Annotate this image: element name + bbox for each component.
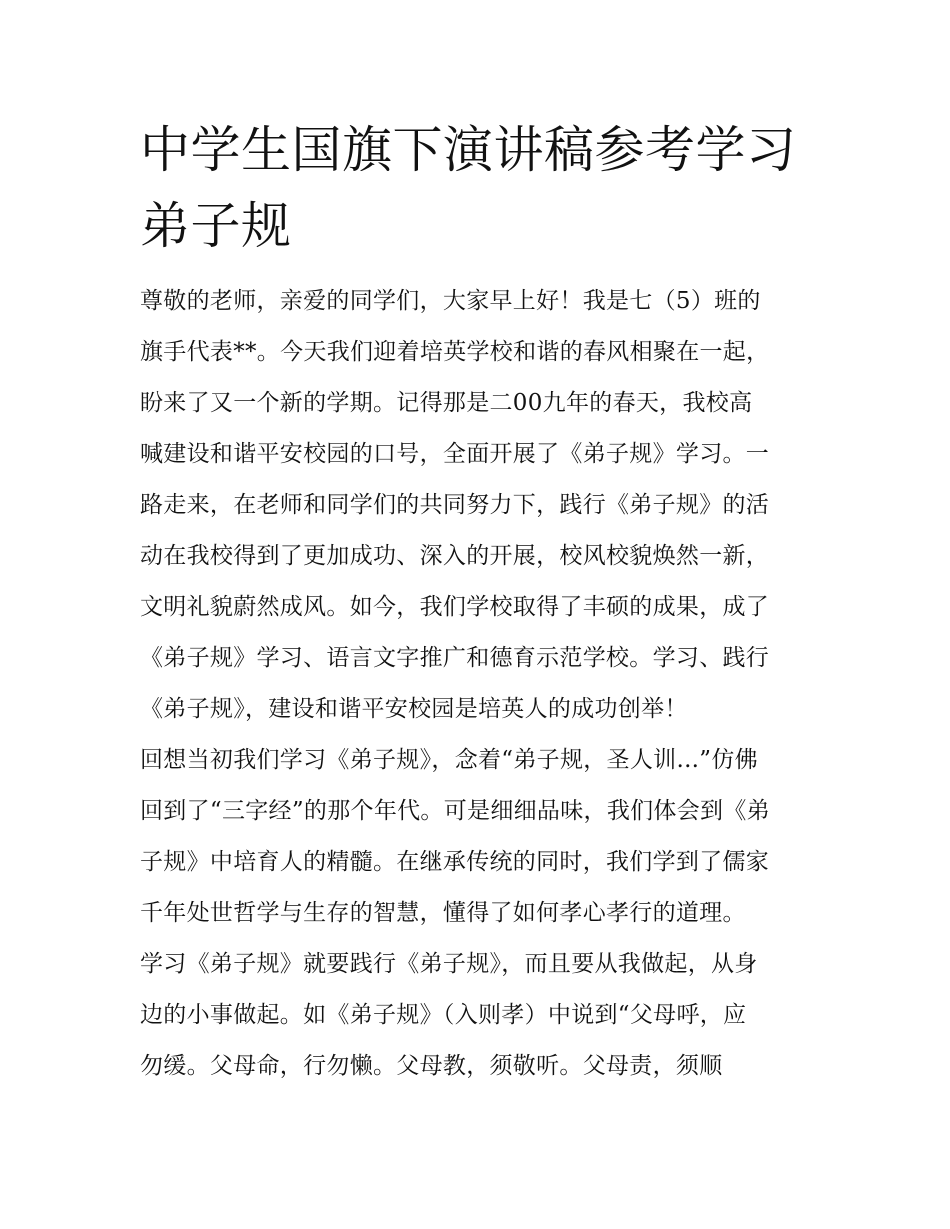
body-line-4: 喊建设和谐平安校园的口号，全面开展了《弟子规》学习。一 — [140, 441, 770, 467]
title-line-1: 中学生国旗下演讲稿参考学习 — [140, 121, 797, 179]
body-line-2: 旗手代表**。今天我们迎着培英学校和谐的春风相聚在一起， — [140, 339, 770, 365]
body-line-6: 动在我校得到了更加成功、深入的开展，校风校貌焕然一新， — [140, 543, 770, 569]
body-line-7: 文明礼貌蔚然成风。如今，我们学校取得了丰硕的成果，成了 — [140, 594, 770, 620]
body-line-15: 边的小事做起。如《弟子规》（入则孝）中说到“父母呼，应 — [140, 1002, 747, 1028]
body-line-1: 尊敬的老师，亲爱的同学们，大家早上好！我是七（5）班的 — [140, 288, 761, 314]
body-line-10: 回想当初我们学习《弟子规》，念着“弟子规，圣人训...”仿佛 — [140, 747, 758, 773]
body-line-14: 学习《弟子规》就要践行《弟子规》，而且要从我做起，从身 — [140, 951, 758, 977]
title-line-2: 弟子规 — [140, 197, 292, 255]
body-line-13: 千年处世哲学与生存的智慧，懂得了如何孝心孝行的道理。 — [140, 900, 746, 926]
body-line-12: 子规》中培育人的精髓。在继承传统的同时，我们学到了儒家 — [140, 849, 770, 875]
body-line-3: 盼来了又一个新的学期。记得那是二00九年的春天，我校高 — [140, 390, 753, 416]
document-title — [140, 112, 830, 264]
document-body — [140, 276, 830, 1092]
body-line-9: 《弟子规》，建设和谐平安校园是培英人的成功创举！ — [140, 696, 688, 722]
body-line-11: 回到了“三字经”的那个年代。可是细细品味，我们体会到《弟 — [140, 798, 770, 824]
body-line-8: 《弟子规》学习、语言文字推广和德育示范学校。学习、践行 — [140, 645, 770, 671]
body-line-5: 路走来，在老师和同学们的共同努力下，践行《弟子规》的活 — [140, 492, 770, 518]
body-line-16: 勿缓。父母命，行勿懒。父母教，须敬听。父母责，须顺 — [140, 1053, 723, 1079]
